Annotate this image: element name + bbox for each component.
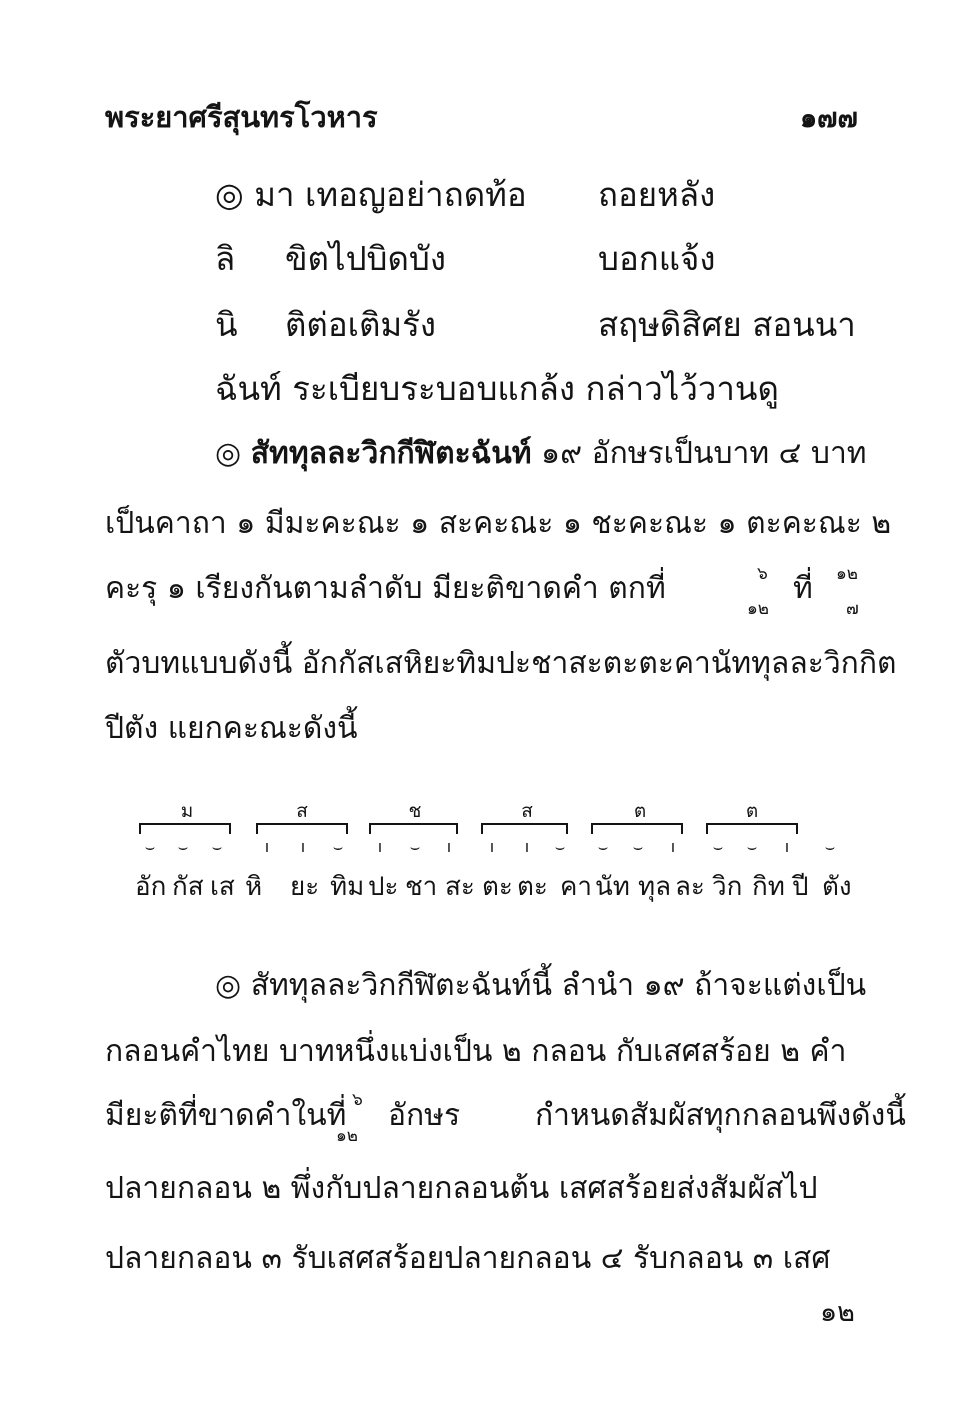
mark: ⌣ <box>144 837 156 856</box>
verse-line-2b: บอกแจ้ง <box>598 239 716 278</box>
bracket-m <box>140 824 230 834</box>
mark: ⌣ <box>554 837 566 856</box>
verse-line-2a2: ขิตไปบิดบัง <box>285 239 446 278</box>
syllable: ตะ <box>517 872 548 902</box>
fraction-3-bottom: ๑๒ <box>336 1126 358 1146</box>
running-head-title: พระยาศรีสุนทรโวหาร <box>105 100 378 134</box>
syllable: กัส <box>172 872 204 902</box>
syllable: หิ <box>245 872 263 902</box>
mark: ⌣ <box>824 837 836 856</box>
syllable: ทุล <box>638 872 672 902</box>
fraction-2-top: ๑๒ <box>836 564 858 584</box>
section-bullet: ◎ <box>215 436 242 471</box>
section-2-line-4: ปลายกลอน ๒ พึ่งกับปลายกลอนต้น เสศสร้อยส่งสัมผัสไป <box>105 1171 818 1206</box>
syllable: ตะ <box>482 872 513 902</box>
group-label-s2: ส <box>521 800 533 822</box>
group-label-t1: ต <box>633 800 647 822</box>
group-label-s1: ส <box>296 800 308 822</box>
section-2-line-5: ปลายกลอน ๓ รับเสศสร้อยปลายกลอน ๔ รับกลอน ๓ เสศ <box>105 1241 831 1276</box>
mark: ⌣ <box>332 837 344 856</box>
mark: ı <box>489 837 495 856</box>
mark: ⌣ <box>409 837 421 856</box>
page-number: ๑๗๗ <box>800 103 858 134</box>
group-label-t2: ต <box>745 800 759 822</box>
syllable: ปี <box>792 872 809 902</box>
mid-word: ที่ <box>793 571 813 606</box>
scansion-brackets <box>135 800 855 860</box>
section-1-line-2: เป็นคาถา ๑ มีมะคะณะ ๑ สะคะณะ ๑ ชะคะณะ ๑ ตะคะณะ ๒ <box>105 506 892 541</box>
section-2-line-2: กลอนคำไทย บาทหนึ่งแบ่งเป็น ๒ กลอน กับเสศสร้อย ๒ คำ <box>105 1034 847 1069</box>
fraction-2-bottom: ๗ <box>846 599 859 619</box>
verse-line-1a: ◎ มา เทอญอย่าถดท้อ <box>215 175 527 214</box>
group-label-m: ม <box>180 800 194 822</box>
syllable: คา <box>560 872 592 902</box>
section-2-line-1: ◎ สัททุลละวิกกีฬิตะฉันท์นี้ ลำนำ ๑๙ ถ้าจะแต่งเป็น <box>215 968 867 1003</box>
verse-line-1b: ถอยหลัง <box>598 175 716 214</box>
syllable: ปะ <box>368 872 399 902</box>
syllable: ทิม <box>330 872 365 902</box>
syllable: กิท <box>752 872 785 902</box>
mark: ı <box>300 837 306 856</box>
section-1-line-4: ตัวบทแบบดังนี้ อักกัสเสหิยะทิมปะชาสะตะตะคานัททุลละวิกกิต <box>105 646 897 681</box>
mark: ⌣ <box>712 837 724 856</box>
section-1-heading <box>215 430 867 477</box>
mark: ı <box>524 837 530 856</box>
fraction-1-bottom: ๑๒ <box>747 599 769 619</box>
verse-line-3a2: ติต่อเติมรัง <box>285 305 436 344</box>
syllable: สะ <box>445 872 475 902</box>
syllable: ละ <box>675 872 705 902</box>
section-1-line-3: คะรุ ๑ เรียงกันตามลำดับ มียะติขาดคำ ตกที่ <box>105 571 666 606</box>
syllable: วิก <box>712 872 743 902</box>
signature-mark: ๑๒ <box>820 1297 855 1328</box>
mark: ⌣ <box>746 837 758 856</box>
verse-line-3a: นิ <box>215 305 238 344</box>
bracket-t2 <box>707 824 797 834</box>
syllable: อัก <box>135 872 167 902</box>
mark: ⌣ <box>632 837 644 856</box>
section-2-line-3a: มียะติที่ขาดคำในที่ <box>105 1098 347 1133</box>
syllable: เส <box>210 872 235 902</box>
mark: ⌣ <box>211 837 223 856</box>
bracket-s2 <box>482 824 567 834</box>
mark: ⌣ <box>177 837 189 856</box>
mark: ⌣ <box>597 837 609 856</box>
mark: ı <box>264 837 270 856</box>
syllable: ชา <box>405 872 438 902</box>
syllable: นัท <box>595 872 630 902</box>
section-2-line-3c: กำหนดสัมผัสทุกกลอนพึงดังนี้ <box>535 1098 906 1133</box>
verse-line-4: ฉันท์ ระเบียบระบอบแกล้ง กล่าวไว้วานดู <box>215 369 779 408</box>
group-label-ch: ช <box>408 800 422 822</box>
mark: ı <box>446 837 452 856</box>
bracket-s1 <box>257 824 347 834</box>
bracket-t1 <box>592 824 682 834</box>
bracket-ch <box>370 824 457 834</box>
syllable: ตัง <box>822 872 852 902</box>
mark: ı <box>784 837 790 856</box>
mark: ı <box>377 837 383 856</box>
section-title: สัททุลละวิกกีฬิตะฉันท์ <box>250 436 532 471</box>
section-line-1-rest: ๑๙ อักษรเป็นบาท ๔ บาท <box>541 436 867 471</box>
section-1-line-5: ปีตัง แยกคะณะดังนี้ <box>105 711 358 746</box>
section-2-line-3b: อักษร <box>388 1098 461 1133</box>
syllable: ยะ <box>290 872 320 902</box>
fraction-3-top: ๖ <box>352 1090 363 1110</box>
verse-line-2a: ลิ <box>215 239 236 278</box>
fraction-1-top: ๖ <box>757 564 768 584</box>
verse-line-3b: สฤษดิสิศย สอนนา <box>598 305 856 344</box>
mark: ı <box>670 837 676 856</box>
